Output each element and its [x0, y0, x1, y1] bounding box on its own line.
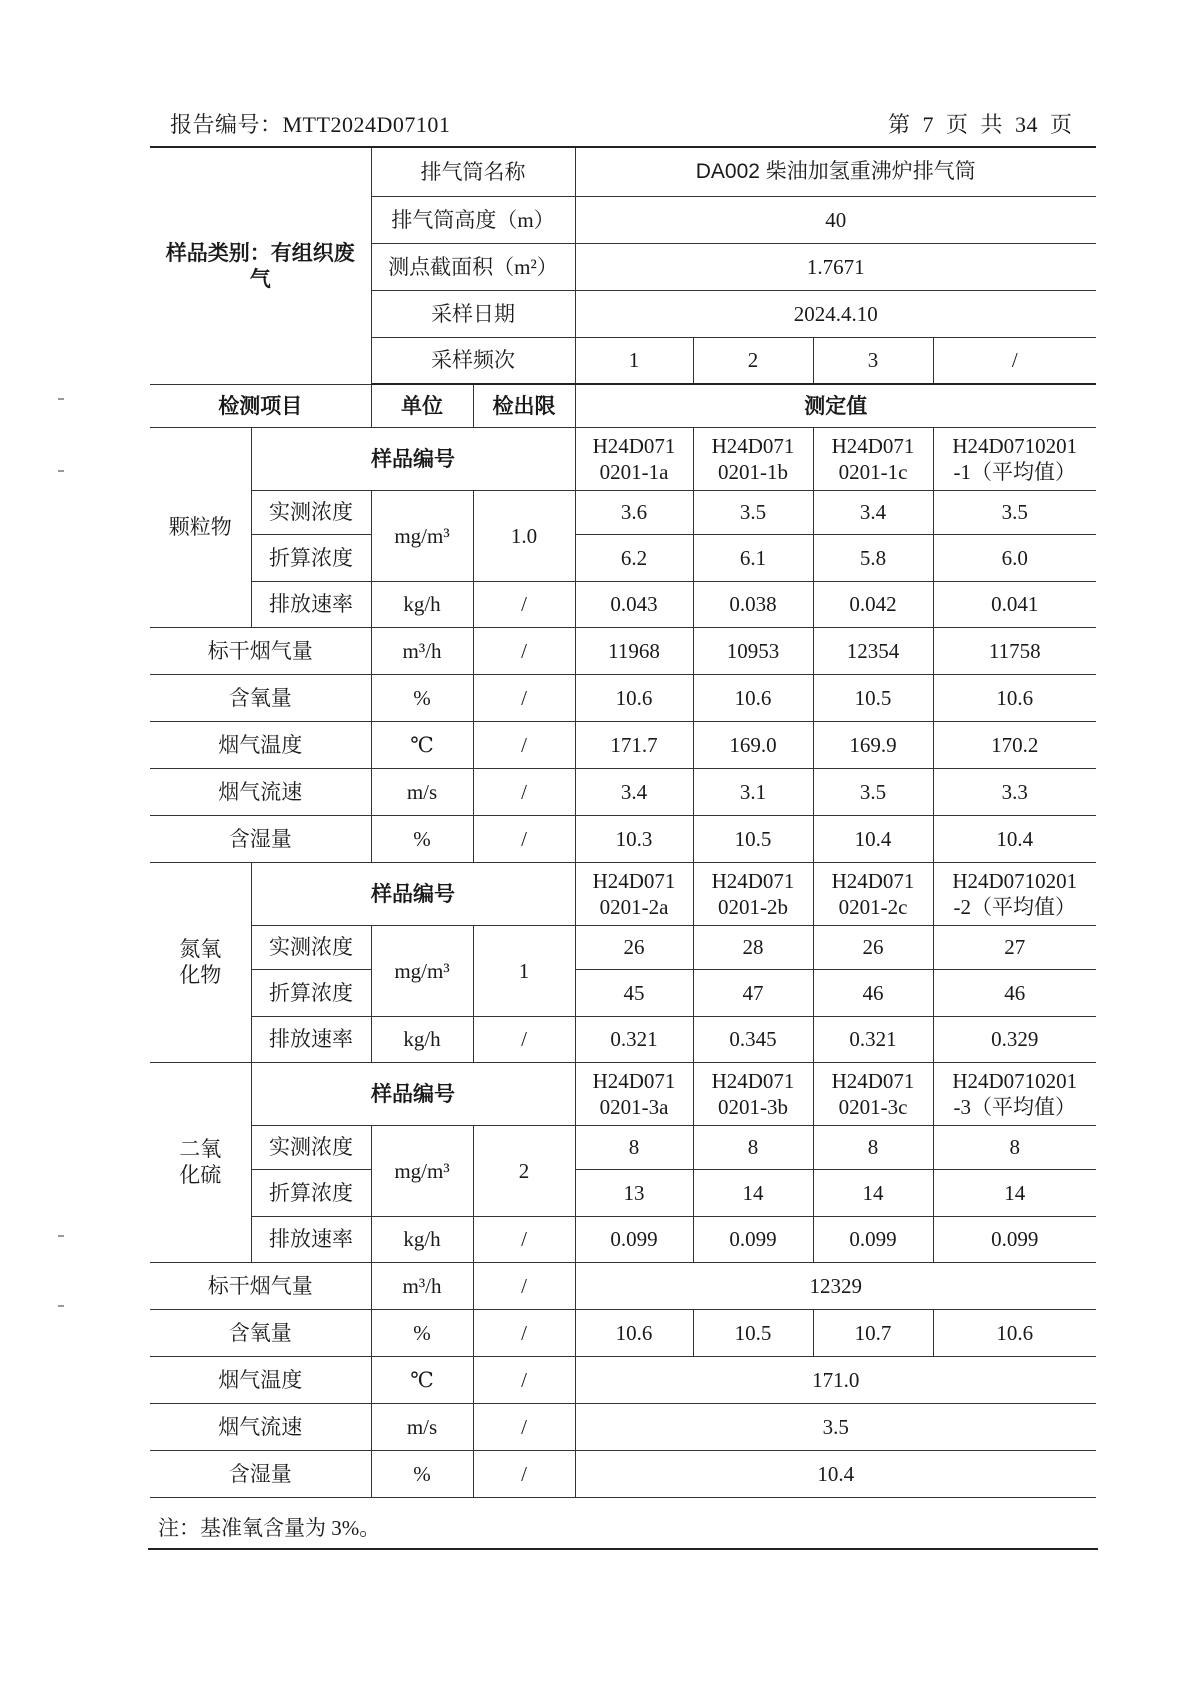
p1-limit: /	[473, 768, 575, 815]
block3-unit: mg/m³	[371, 1125, 473, 1216]
p1-value: 3.3	[933, 768, 1096, 815]
block1-emission-unit: kg/h	[371, 581, 473, 627]
scan-mark	[58, 470, 64, 472]
block2-converted-label: 折算浓度	[251, 969, 371, 1016]
p1-value: 10953	[693, 627, 813, 674]
p1-name: 烟气流速	[150, 768, 371, 815]
p2-humidity-value: 10.4	[575, 1450, 1096, 1497]
p2-speed-value: 3.5	[575, 1403, 1096, 1450]
p1-value: 3.1	[693, 768, 813, 815]
p1-value: 10.6	[575, 674, 693, 721]
p1-value: 11968	[575, 627, 693, 674]
col-value: 测定值	[575, 384, 1096, 427]
freq-label: 采样频次	[371, 337, 575, 384]
block2-converted-2: 47	[693, 969, 813, 1016]
p1-name: 烟气温度	[150, 721, 371, 768]
block1-measured-3: 3.4	[813, 490, 933, 534]
p1-limit: /	[473, 721, 575, 768]
block3-emission-unit: kg/h	[371, 1216, 473, 1262]
p1-unit: m/s	[371, 768, 473, 815]
page-info: 第 7 页 共 34 页	[888, 112, 1073, 137]
scan-mark	[58, 1235, 64, 1237]
block1-emission-avg: 0.041	[933, 581, 1096, 627]
block2-converted-1: 45	[575, 969, 693, 1016]
p1-value: 10.3	[575, 815, 693, 862]
sampling-date: 2024.4.10	[575, 290, 1096, 337]
p1-value: 10.4	[813, 815, 933, 862]
block1-measured-1: 3.6	[575, 490, 693, 534]
block2-name: 氮氧 化物	[150, 862, 251, 1062]
block3-converted-2: 14	[693, 1169, 813, 1216]
block3-code-1: H24D071 0201-3a	[575, 1062, 693, 1125]
block1-emission-1: 0.043	[575, 581, 693, 627]
block3-measured-label: 实测浓度	[251, 1125, 371, 1169]
p1-unit: %	[371, 674, 473, 721]
p1-limit: /	[473, 627, 575, 674]
block3-name: 二氧 化硫	[150, 1062, 251, 1262]
p2-oxygen-3: 10.7	[813, 1309, 933, 1356]
p2-temp-value: 171.0	[575, 1356, 1096, 1403]
area: 1.7671	[575, 243, 1096, 290]
block1-measured-2: 3.5	[693, 490, 813, 534]
p2-humidity-unit: %	[371, 1450, 473, 1497]
p2-oxygen-1: 10.6	[575, 1309, 693, 1356]
block2-code-avg: H24D0710201 -2（平均值）	[933, 862, 1096, 925]
p1-unit: m³/h	[371, 627, 473, 674]
block2-emission-limit: /	[473, 1016, 575, 1062]
freq-3: 3	[813, 337, 933, 384]
block1-code-3: H24D071 0201-1c	[813, 427, 933, 490]
block3-emission-label: 排放速率	[251, 1216, 371, 1262]
footnote: 注：基准氧含量为 3%。	[158, 1516, 381, 1540]
block1-limit: 1.0	[473, 490, 575, 581]
block3-code-avg: H24D0710201 -3（平均值）	[933, 1062, 1096, 1125]
block2-code-label: 样品编号	[251, 862, 575, 925]
block1-emission-label: 排放速率	[251, 581, 371, 627]
p1-value: 169.0	[693, 721, 813, 768]
block2-emission-label: 排放速率	[251, 1016, 371, 1062]
block1-converted-1: 6.2	[575, 534, 693, 581]
p1-value: 169.9	[813, 721, 933, 768]
p1-value: 3.4	[575, 768, 693, 815]
freq-avg: /	[933, 337, 1096, 384]
block3-emission-3: 0.099	[813, 1216, 933, 1262]
bottom-rule	[148, 1548, 1098, 1550]
block3-converted-label: 折算浓度	[251, 1169, 371, 1216]
p2-oxygen-limit: /	[473, 1309, 575, 1356]
block1-measured-avg: 3.5	[933, 490, 1096, 534]
param-row	[150, 627, 1096, 674]
p1-name: 含湿量	[150, 815, 371, 862]
p2-humidity-name: 含湿量	[150, 1450, 371, 1497]
block3-emission-limit: /	[473, 1216, 575, 1262]
params1-section	[150, 627, 1096, 862]
block2-measured-label: 实测浓度	[251, 925, 371, 969]
p1-unit: %	[371, 815, 473, 862]
block1-code-2: H24D071 0201-1b	[693, 427, 813, 490]
block1-emission-2: 0.038	[693, 581, 813, 627]
block3-limit: 2	[473, 1125, 575, 1216]
block2-emission-2: 0.345	[693, 1016, 813, 1062]
block3-code-3: H24D071 0201-3c	[813, 1062, 933, 1125]
p2-flow-limit: /	[473, 1262, 575, 1309]
block2-unit: mg/m³	[371, 925, 473, 1016]
block3-converted-3: 14	[813, 1169, 933, 1216]
p1-limit: /	[473, 815, 575, 862]
block2-code-1: H24D071 0201-2a	[575, 862, 693, 925]
scan-mark	[58, 1305, 64, 1307]
block3-measured-2: 8	[693, 1125, 813, 1169]
block3-emission-avg: 0.099	[933, 1216, 1096, 1262]
block2-converted-avg: 46	[933, 969, 1096, 1016]
sample-type: 样品类别：有组织废气	[150, 147, 371, 384]
stack-name: DA002 柴油加氢重沸炉排气筒	[575, 147, 1096, 196]
block3-measured-1: 8	[575, 1125, 693, 1169]
block1-converted-avg: 6.0	[933, 534, 1096, 581]
col-item: 检测项目	[150, 384, 371, 427]
p2-humidity-limit: /	[473, 1450, 575, 1497]
p1-value: 171.7	[575, 721, 693, 768]
p2-oxygen-2: 10.5	[693, 1309, 813, 1356]
monitoring-table	[150, 146, 1096, 1498]
p1-name: 标干烟气量	[150, 627, 371, 674]
freq-1: 1	[575, 337, 693, 384]
block3-emission-2: 0.099	[693, 1216, 813, 1262]
p2-temp-limit: /	[473, 1356, 575, 1403]
block2-emission-3: 0.321	[813, 1016, 933, 1062]
p1-value: 10.6	[933, 674, 1096, 721]
p1-name: 含氧量	[150, 674, 371, 721]
p2-flow-value: 12329	[575, 1262, 1096, 1309]
col-unit: 单位	[371, 384, 473, 427]
p1-value: 10.4	[933, 815, 1096, 862]
block2-emission-avg: 0.329	[933, 1016, 1096, 1062]
block3-converted-avg: 14	[933, 1169, 1096, 1216]
p2-temp-name: 烟气温度	[150, 1356, 371, 1403]
block1-measured-label: 实测浓度	[251, 490, 371, 534]
p2-oxygen-name: 含氧量	[150, 1309, 371, 1356]
stack-height-label: 排气筒高度（m）	[371, 196, 575, 243]
block2-measured-2: 28	[693, 925, 813, 969]
p2-speed-limit: /	[473, 1403, 575, 1450]
block2-measured-3: 26	[813, 925, 933, 969]
p2-flow-name: 标干烟气量	[150, 1262, 371, 1309]
p1-value: 170.2	[933, 721, 1096, 768]
block2-converted-3: 46	[813, 969, 933, 1016]
p1-value: 10.6	[693, 674, 813, 721]
block1-emission-3: 0.042	[813, 581, 933, 627]
block1-unit: mg/m³	[371, 490, 473, 581]
block1-code-1: H24D071 0201-1a	[575, 427, 693, 490]
p2-speed-unit: m/s	[371, 1403, 473, 1450]
block2-emission-1: 0.321	[575, 1016, 693, 1062]
block2-code-2: H24D071 0201-2b	[693, 862, 813, 925]
p2-speed-name: 烟气流速	[150, 1403, 371, 1450]
block1-converted-label: 折算浓度	[251, 534, 371, 581]
block1-code-avg: H24D0710201 -1（平均值）	[933, 427, 1096, 490]
block3-measured-avg: 8	[933, 1125, 1096, 1169]
block1-name: 颗粒物	[150, 427, 251, 627]
block1-converted-2: 6.1	[693, 534, 813, 581]
p2-temp-unit: ℃	[371, 1356, 473, 1403]
param-row	[150, 674, 1096, 721]
report-number: 报告编号：MTT2024D07101	[170, 112, 451, 137]
block2-emission-unit: kg/h	[371, 1016, 473, 1062]
block3-converted-1: 13	[575, 1169, 693, 1216]
p2-oxygen-avg: 10.6	[933, 1309, 1096, 1356]
p1-value: 3.5	[813, 768, 933, 815]
block2-measured-avg: 27	[933, 925, 1096, 969]
date-label: 采样日期	[371, 290, 575, 337]
freq-2: 2	[693, 337, 813, 384]
col-limit: 检出限	[473, 384, 575, 427]
scan-mark	[58, 398, 64, 400]
p1-value: 10.5	[813, 674, 933, 721]
p1-unit: ℃	[371, 721, 473, 768]
block3-code-2: H24D071 0201-3b	[693, 1062, 813, 1125]
block2-code-3: H24D071 0201-2c	[813, 862, 933, 925]
p1-value: 10.5	[693, 815, 813, 862]
area-label: 测点截面积（m²）	[371, 243, 575, 290]
p2-oxygen-unit: %	[371, 1309, 473, 1356]
block3-emission-1: 0.099	[575, 1216, 693, 1262]
block3-measured-3: 8	[813, 1125, 933, 1169]
param-row	[150, 768, 1096, 815]
param-row	[150, 721, 1096, 768]
block1-code-label: 样品编号	[251, 427, 575, 490]
p1-limit: /	[473, 674, 575, 721]
stack-height: 40	[575, 196, 1096, 243]
param-row	[150, 815, 1096, 862]
block2-limit: 1	[473, 925, 575, 1016]
p2-flow-unit: m³/h	[371, 1262, 473, 1309]
block1-converted-3: 5.8	[813, 534, 933, 581]
block3-code-label: 样品编号	[251, 1062, 575, 1125]
stack-name-label: 排气筒名称	[371, 147, 575, 196]
block2-measured-1: 26	[575, 925, 693, 969]
p1-value: 11758	[933, 627, 1096, 674]
block1-emission-limit: /	[473, 581, 575, 627]
p1-value: 12354	[813, 627, 933, 674]
